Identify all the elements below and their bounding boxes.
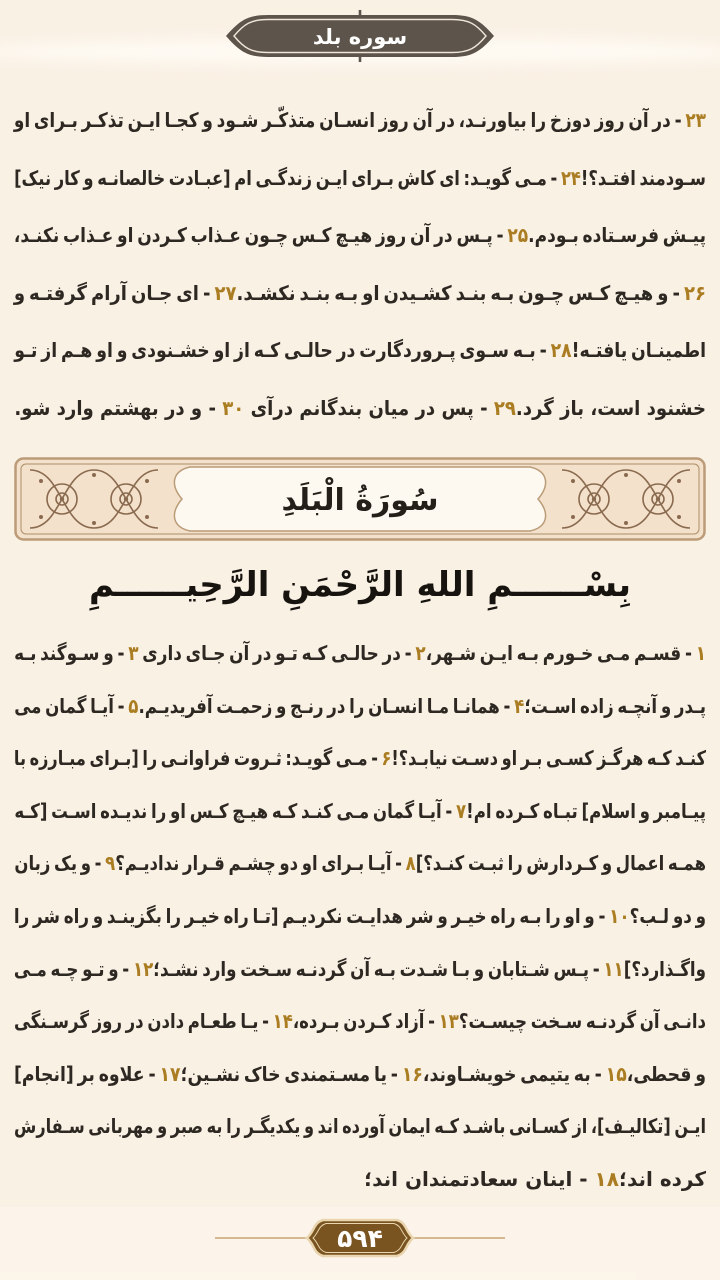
verse-text: اطمینـان یافتـه! bbox=[571, 338, 706, 362]
verse-text: سـودمند افتـد؟! bbox=[580, 165, 706, 190]
bismillah-calligraphy: بِسْــــــمِ اللهِ الرَّحْمَنِ الرَّحِيــــــمِ bbox=[89, 565, 631, 605]
verse-text: دانـی آن گردنـه سـخت چیسـت؟ bbox=[458, 1009, 706, 1034]
translation-line bbox=[13, 1048, 706, 1101]
verse-number: ۶ bbox=[381, 746, 392, 771]
translation-line bbox=[14, 995, 706, 1048]
translation-line bbox=[14, 627, 706, 680]
verse-text: همـه اعمال و کـردارش را ثبـت کنـد؟] bbox=[415, 851, 706, 876]
verse-text: کنـد کـه هرگـز کسـی بـر او دسـت نیابـد؟! bbox=[391, 746, 706, 771]
verse-text: - مـی گویـد: ثـروت فراوانـی را [بـرای مبـارزه با bbox=[13, 746, 382, 771]
verse-text: - در آن روز دوزخ را بیاورنـد، در آن روز انسـان متذکّـر شـود و کجـا ایـن تذکـر بـرای او bbox=[13, 108, 686, 132]
verse-text: پـدر و آنچـه زاده اسـت؛ bbox=[524, 693, 706, 718]
verse-text: - در حالـی کـه تـو در آن جـای داری bbox=[138, 641, 416, 665]
surah-title-arabic: سُورَةُ الْبَلَدِ bbox=[281, 483, 439, 518]
verse-text: - ای جـان آرام گرفتـه و bbox=[13, 280, 215, 305]
verse-text: - آیـا گمان می bbox=[14, 693, 129, 718]
verse-text: - مـی گویـد: ای کاش بـرای ایـن زندگـی ام [عبـادت خالصانـه و کار نیک] bbox=[14, 165, 561, 190]
verse-number: ۲۹ bbox=[493, 395, 516, 420]
verse-text: - و سـوگند بـه bbox=[14, 641, 129, 665]
verse-number: ۲ bbox=[415, 641, 426, 665]
translation-line bbox=[13, 943, 706, 996]
verse-number: ۲۸ bbox=[550, 338, 572, 362]
verse-text: - علاوه بر [انجام] bbox=[13, 1061, 160, 1086]
banner-cartouche-icon bbox=[224, 10, 496, 62]
verse-number: ۲۷ bbox=[214, 280, 237, 305]
verse-text: پیـامبر و اسلام] تبـاه کـرده ام! bbox=[466, 798, 706, 823]
translation-line bbox=[14, 1100, 706, 1153]
verse-text: - همانـا مـا انسـان را در رنـج و زحمـت آفریدیـم. bbox=[138, 693, 515, 718]
verse-number: ۱۸ bbox=[594, 1166, 619, 1191]
verse-number: ۹ bbox=[105, 851, 116, 876]
verse-text: پیـش فرسـتاده بـودم. bbox=[528, 223, 706, 247]
verse-number: ۱۴ bbox=[272, 1009, 293, 1034]
surah-frame-ornament-icon bbox=[14, 457, 706, 541]
page-number: ۵۹۴ bbox=[337, 1224, 383, 1253]
verse-number: ۱۰ bbox=[609, 903, 630, 928]
translation-line bbox=[14, 785, 706, 838]
verse-number: ۴ bbox=[514, 693, 525, 718]
verse-number: ۲۶ bbox=[683, 280, 706, 305]
surah-header-banner[interactable] bbox=[224, 10, 496, 62]
verse-text: - پـس شـتابان و بـا شـدت بـه آن گردنـه سـخت وارد نشـد؛ bbox=[153, 956, 604, 981]
verse-text: - یا مسـتمندی خاک نشـین؛ bbox=[180, 1061, 402, 1086]
verse-number: ۱ bbox=[695, 641, 706, 665]
verse-text: - آزاد کـردن بـرده، bbox=[292, 1009, 439, 1034]
verse-number: ۱۵ bbox=[605, 1061, 627, 1086]
verse-text: - و در بهشتم وارد شو. bbox=[14, 395, 223, 420]
translation-line bbox=[13, 92, 706, 150]
verse-text: کرده اند؛ bbox=[618, 1166, 706, 1191]
translation-line bbox=[14, 150, 706, 208]
verse-text: - پس در میان بندگانم درآی bbox=[244, 395, 494, 420]
surah-title-frame bbox=[14, 457, 706, 541]
verse-text: - بـه سـوی پـروردگارت در حالـی کـه از او خشـنودی و او هـم از تـو bbox=[14, 338, 551, 362]
translation-line bbox=[14, 322, 706, 380]
verse-text: - و او را بـه راه خیـر و شر هدایـت نکردیـم [تـا راه خیـر را بگزینـد و راه شر را bbox=[13, 903, 610, 928]
verse-text: ایـن [تکالیـف]، از کسـانی باشـد کـه ایمان آورده اند و یکدیگـر را به صبر و مهربانی سـفارش bbox=[14, 1114, 706, 1139]
verse-text: - به یتیمی خویشـاوند، bbox=[422, 1061, 606, 1086]
translation-line bbox=[14, 1153, 706, 1206]
translation-line bbox=[14, 837, 706, 890]
verse-number: ۲۵ bbox=[507, 223, 529, 247]
verse-number: ۵ bbox=[128, 693, 139, 718]
verse-text: - آیـا بـرای او دو چشـم قـرار ندادیـم؟ bbox=[115, 851, 406, 876]
translation-line bbox=[13, 732, 706, 785]
verse-text: - پـس در آن روز هیـچ کـس چـون عـذاب کـردن او عـذاب نکنـد، bbox=[13, 223, 508, 247]
translation-line bbox=[14, 380, 706, 438]
verse-number: ۳۰ bbox=[222, 395, 245, 420]
verse-text: - و هیـچ کـس چـون بـه بنـد کشـیدن او بـه بنـد نکشـد. bbox=[236, 280, 684, 305]
verse-number: ۲۴ bbox=[560, 165, 581, 190]
verse-text: - یـا طعـام دادن در روز گرسـنگی bbox=[14, 1009, 273, 1034]
verse-number: ۱۷ bbox=[159, 1061, 181, 1086]
translation-top bbox=[14, 92, 706, 437]
surah-title: سوره بلد bbox=[312, 25, 408, 49]
verse-number: ۷ bbox=[456, 798, 467, 823]
verse-number: ۱۱ bbox=[603, 956, 624, 981]
verse-number: ۸ bbox=[405, 851, 416, 876]
verse-number: ۱۶ bbox=[401, 1061, 423, 1086]
verse-text: واگـذارد؟] bbox=[623, 956, 706, 981]
verse-number: ۱۳ bbox=[438, 1009, 459, 1034]
translation-line bbox=[13, 207, 706, 265]
translation-bottom bbox=[14, 627, 706, 1206]
page-number-badge-icon bbox=[215, 1214, 505, 1262]
verse-number: ۳ bbox=[128, 641, 139, 665]
verse-text: - قسـم مـی خـورم بـه ایـن شـهر، bbox=[425, 641, 696, 665]
page-footer[interactable] bbox=[215, 1214, 505, 1262]
verse-text: - آیـا گمان مـی کنـد کـه هیـچ کـس او را ندیـده اسـت [کـه bbox=[14, 798, 457, 823]
translation-line bbox=[13, 890, 706, 943]
translation-line bbox=[14, 680, 706, 733]
verse-text: خشنود است، باز گرد. bbox=[515, 395, 706, 420]
verse-number: ۲۳ bbox=[685, 108, 706, 132]
verse-number: ۱۲ bbox=[132, 956, 154, 981]
verse-text: و قحطی، bbox=[626, 1061, 706, 1086]
verse-text: - اینان سعادتمندان اند؛ bbox=[364, 1166, 595, 1191]
verse-text: - و یک زبان bbox=[14, 851, 106, 876]
verse-text: - و تـو چـه مـی bbox=[13, 956, 133, 981]
verse-text: و دو لـب؟ bbox=[629, 903, 706, 928]
translation-line bbox=[13, 265, 706, 323]
